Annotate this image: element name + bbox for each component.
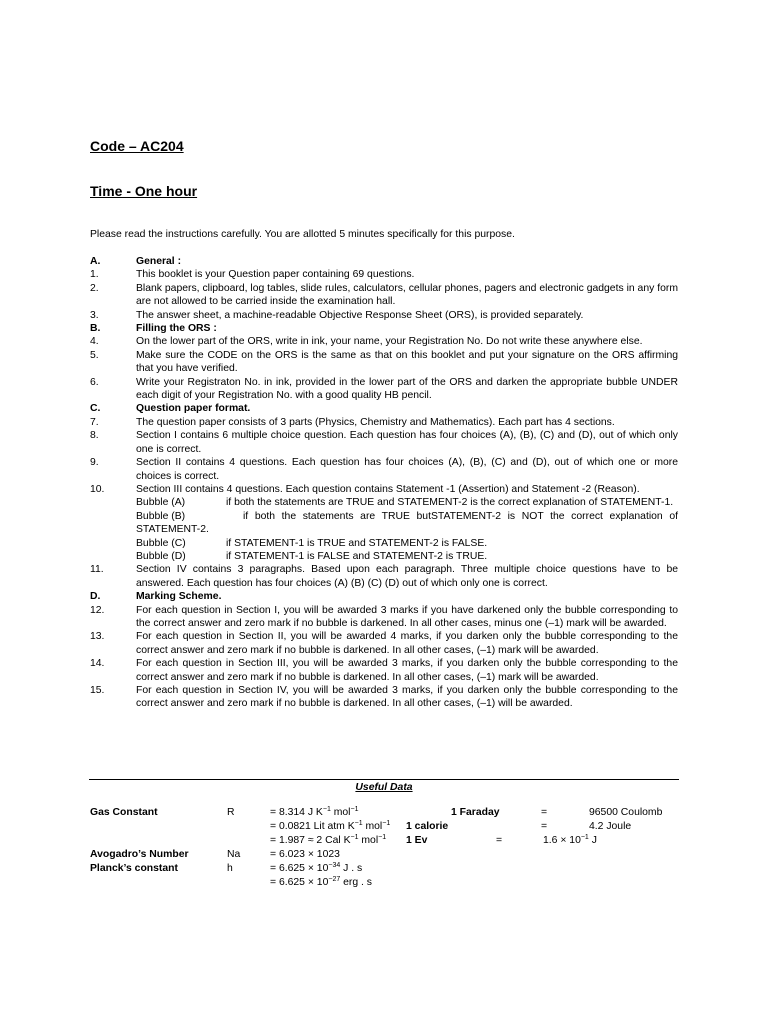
section-title: General : (136, 256, 182, 267)
instruction-item (90, 309, 678, 322)
bubble-label: Bubble (A) (136, 497, 186, 509)
bubble-option-c (90, 537, 678, 550)
instruction-number: 15. (90, 685, 105, 696)
gas-constant-value-3: = 1.987 ≈ 2 Cal $K^{-1}$ mol$^{-1}$ (270, 834, 387, 846)
instruction-item (90, 657, 678, 684)
instruction-text: Section IV contains 3 paragraphs. Based upon each paragraph. Three multiple choice questions have to be answered. Each question has four choices (A) (B) (C) (D) out of which only one is correct. (136, 564, 678, 589)
planck-label: Planck’s constant (90, 863, 178, 874)
instructions-list (90, 255, 678, 711)
instruction-text: Write your Registraton No. in ink, provided in the lower part of the ORS and darken the appropriate bubble UNDER each digit of your Registration No. with a good quality HB pencil. (136, 376, 678, 402)
avogadro-symbol: Na (227, 849, 241, 860)
section-heading (90, 255, 678, 268)
instruction-item (90, 349, 678, 376)
section-title: Marking Scheme. (136, 591, 222, 603)
instruction-text: For each question in Section III, you will be awarded 3 marks, if you darken only the bubble corresponding to the correct answer and zero mark if no bubble is darkened. In all other cases, (–1) mark will be awarded. (136, 658, 678, 683)
instruction-item (90, 282, 678, 309)
calorie-equals: = (541, 821, 548, 832)
bubble-meaning: if both the statements are TRUE butSTATEMENT-2 is NOT the correct explanation of STATEMENT-2. (136, 510, 678, 536)
intro-text: Please read the instructions carefully. You are allotted 5 minutes specifically for this purpose. (90, 229, 515, 240)
instruction-number: 4. (90, 336, 99, 348)
section-title: Filling the ORS : (136, 323, 217, 335)
instruction-item (90, 604, 678, 631)
instruction-number: 2. (90, 282, 99, 294)
ev-label: 1 Ev (406, 835, 428, 846)
instruction-number: 3. (90, 309, 99, 321)
bubble-meaning: if STATEMENT-1 is FALSE and STATEMENT-2 is TRUE. (226, 550, 488, 562)
instruction-item (90, 630, 678, 657)
section-letter: B. (90, 323, 101, 335)
gas-constant-value-1: = 8.314 J $K^{-1}$ mol$^{-1}$ (270, 806, 359, 818)
instruction-text: On the lower part of the ORS, write in ink, your name, your Registration No. Do not write these anywhere else. (136, 336, 643, 348)
instruction-item (90, 684, 678, 711)
instruction-text: This booklet is your Question paper containing 69 questions. (136, 269, 415, 281)
instruction-text: For each question in Section II, you will be awarded 4 marks, if you darken only the bubble corresponding to the correct answer and zero mark if no bubble is darkened. In all other cases, (–1) mark will be awarded. (136, 631, 678, 656)
instruction-item (90, 483, 678, 496)
instruction-number: 12. (90, 604, 105, 616)
instruction-number: 9. (90, 457, 99, 469)
instruction-number: 7. (90, 416, 99, 428)
instruction-item (90, 335, 678, 348)
avogadro-label: Avogadro’s Number (90, 849, 189, 860)
instruction-text: Section II contains 4 questions. Each question has four choices (A), (B), (C) and (D), out of which one or more choices is correct. (136, 457, 678, 482)
section-divider (89, 779, 679, 780)
instruction-text: Make sure the CODE on the ORS is the same as that on this booklet and put your signature on the ORS affirming that you have verified. (136, 349, 678, 375)
instruction-number: 14. (90, 658, 105, 670)
useful-data-title: Useful Data (355, 782, 413, 793)
instruction-number: 8. (90, 430, 99, 442)
gas-constant-symbol: R (227, 807, 235, 818)
planck-value-2: = $6.625 \times 10^{-27}$ erg . s (270, 876, 372, 888)
bubble-option-b (90, 510, 678, 537)
instruction-text: The question paper consists of 3 parts (Physics, Chemistry and Mathematics). Each part has 4 sections. (136, 416, 615, 428)
instruction-item (90, 376, 678, 403)
faraday-equals: = (541, 807, 548, 818)
instruction-text: The answer sheet, a machine-readable Objective Response Sheet (ORS), is provided separately. (136, 309, 584, 321)
instruction-number: 1. (90, 269, 99, 281)
instruction-item (90, 563, 678, 590)
instruction-number: 13. (90, 631, 105, 643)
section-letter: A. (90, 256, 101, 267)
instruction-item (90, 268, 678, 281)
faraday-label: 1 Faraday (451, 807, 500, 818)
exam-code-heading: Code – AC204 (90, 138, 184, 154)
calorie-value: 4.2 Joule (589, 821, 632, 832)
planck-value-1: = $6.625 \times 10^{-34}$ J . s (270, 862, 363, 874)
instruction-text: Section I contains 6 multiple choice question. Each question has four choices (A), (B), (C) and (D), out of which only one is correct. (136, 430, 678, 455)
bubble-meaning: if both the statements are TRUE and STATEMENT-2 is the correct explanation of STATEMENT-1. (226, 497, 674, 509)
instruction-item (90, 456, 678, 483)
section-heading (90, 322, 678, 335)
bubble-option-d (90, 550, 678, 563)
planck-symbol: h (227, 863, 233, 874)
faraday-value: 96500 Coulomb (589, 807, 663, 818)
avogadro-value: = 6.023 × 1023 (270, 849, 340, 860)
instruction-text: Section III contains 4 questions. Each question contains Statement -1 (Assertion) and Statement -2 (Reason). (136, 483, 640, 495)
section-title: Question paper format. (136, 403, 251, 415)
instruction-text: For each question in Section I, you will be awarded 3 marks if you have darkened only the bubble corresponding to the correct answer and zero mark if no bubble is darkened. In all other cases, minus one (–1) mark will be awarded. (136, 604, 678, 629)
instruction-number: 5. (90, 349, 99, 361)
bubble-label: Bubble (B) (136, 510, 186, 522)
instruction-item (90, 429, 678, 456)
instruction-number: 10. (90, 483, 105, 495)
instruction-text: For each question in Section IV, you will be awarded 3 marks, if you darken only the bubble corresponding to the correct answer and zero mark if no bubble is darkened. In all other cases, (–1) will be awarded. (136, 685, 678, 710)
bubble-option-a (90, 496, 678, 509)
bubble-label: Bubble (C) (136, 537, 186, 549)
section-letter: C. (90, 403, 101, 415)
exam-time-heading: Time - One hour (90, 183, 198, 199)
section-heading (90, 402, 678, 415)
gas-constant-label: Gas Constant (90, 807, 158, 818)
bubble-label: Bubble (D) (136, 550, 186, 562)
section-heading (90, 590, 678, 603)
ev-value: $1.6 \times 10^{-1}$ J (543, 834, 597, 846)
calorie-label: 1 calorie (406, 821, 449, 832)
ev-equals: = (496, 835, 503, 846)
instruction-text: Blank papers, clipboard, log tables, slide rules, calculators, cellular phones, pagers and electronic gadgets in any form are not allowed to be carried inside the examination hall. (136, 282, 678, 308)
section-letter: D. (90, 591, 101, 603)
instruction-number: 11. (90, 564, 104, 576)
instruction-item (90, 416, 678, 429)
bubble-meaning: if STATEMENT-1 is TRUE and STATEMENT-2 is FALSE. (226, 537, 488, 549)
instruction-number: 6. (90, 376, 99, 388)
gas-constant-value-2: = 0.0821 Lit atm $K^{-1}$ mol$^{-1}$ (270, 820, 391, 832)
